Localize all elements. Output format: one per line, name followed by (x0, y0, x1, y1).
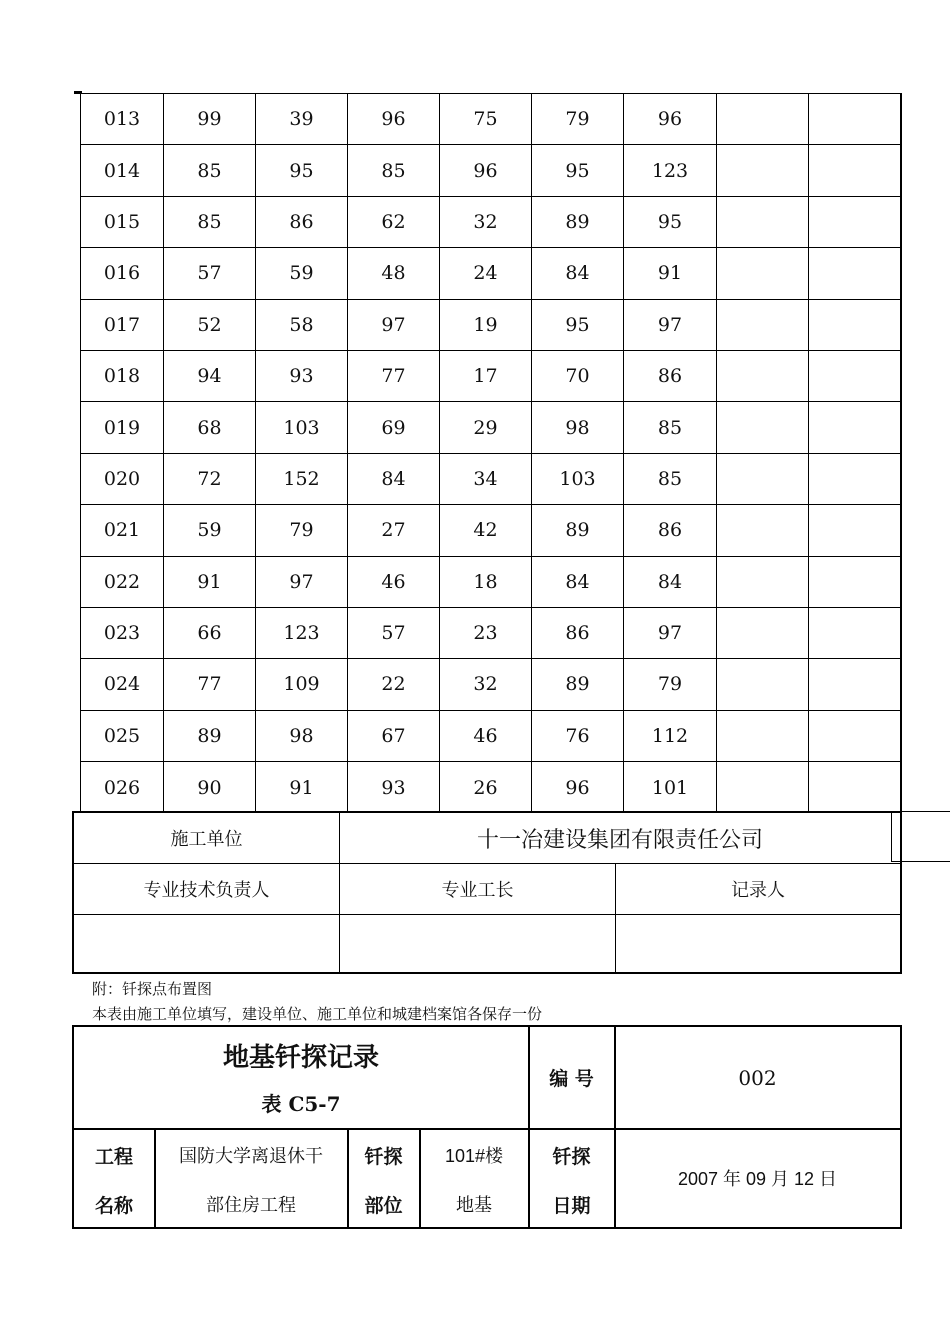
blow-count-cell: 70 (532, 351, 624, 401)
empty-cell (717, 145, 809, 195)
probe-date-label-line2: 日期 (552, 1194, 591, 1217)
number-label: 编 号 (549, 1068, 594, 1090)
empty-cell (809, 145, 900, 195)
foreman-label: 专业工长 (340, 864, 616, 914)
blow-count-cell: 34 (440, 454, 532, 504)
empty-cell (809, 402, 900, 452)
project-name-line2: 部住房工程 (206, 1195, 296, 1215)
table-row (81, 197, 900, 248)
blow-count-cell: 101 (624, 762, 717, 813)
project-name-line1: 国防大学离退休干 (179, 1146, 323, 1166)
blow-count-cell: 67 (348, 711, 440, 761)
blow-count-cell: 84 (532, 557, 624, 607)
empty-cell (809, 608, 900, 658)
blow-count-cell: 112 (624, 711, 717, 761)
blow-count-cell: 17 (440, 351, 532, 401)
distribution-note: 本表由施工单位填写，建设单位、施工单位和城建档案馆各保存一份 (92, 1006, 543, 1023)
table-row (81, 351, 900, 402)
blow-count-cell: 76 (532, 711, 624, 761)
table-row (81, 248, 900, 299)
blow-count-cell: 97 (624, 300, 717, 350)
probe-point-id: 013 (81, 94, 164, 144)
empty-cell (809, 454, 900, 504)
blow-count-cell: 77 (348, 351, 440, 401)
blow-count-cell: 96 (624, 94, 717, 144)
blow-count-cell: 91 (624, 248, 717, 298)
blow-count-cell: 93 (256, 351, 348, 401)
blow-count-cell: 72 (164, 454, 256, 504)
blow-count-cell: 91 (256, 762, 348, 813)
empty-cell (717, 762, 809, 813)
attachment-note: 附：钎探点布置图 (92, 981, 213, 998)
probe-point-id: 018 (81, 351, 164, 401)
probe-point-id: 020 (81, 454, 164, 504)
blow-count-cell: 59 (164, 505, 256, 555)
blow-count-cell: 57 (164, 248, 256, 298)
blow-count-cell: 68 (164, 402, 256, 452)
project-label-line1: 工程 (94, 1145, 133, 1168)
blow-count-cell: 95 (624, 197, 717, 247)
recorder-signature (616, 915, 900, 972)
blow-count-cell: 96 (348, 94, 440, 144)
recorder-label: 记录人 (731, 880, 785, 900)
signature-table (72, 811, 902, 974)
table-row (81, 300, 900, 351)
empty-cell (717, 608, 809, 658)
empty-cell (809, 248, 900, 298)
empty-cell (717, 454, 809, 504)
blow-count-cell: 86 (624, 351, 717, 401)
blow-count-cell: 66 (164, 608, 256, 658)
empty-cell (809, 557, 900, 607)
probe-location-label-line1: 钎探 (364, 1145, 403, 1168)
blow-count-cell: 97 (256, 557, 348, 607)
blow-count-cell: 85 (624, 402, 717, 452)
tech-lead-signature (74, 915, 340, 972)
blow-count-cell: 123 (256, 608, 348, 658)
empty-cell (809, 711, 900, 761)
construction-unit-row (74, 813, 900, 864)
empty-cell (809, 762, 900, 813)
table-row (81, 762, 900, 813)
empty-cell (809, 505, 900, 555)
project-label-line2: 名称 (94, 1194, 133, 1217)
table-row (81, 454, 900, 505)
blow-count-cell: 85 (348, 145, 440, 195)
empty-cell (809, 94, 900, 144)
probe-point-id: 022 (81, 557, 164, 607)
probe-point-id: 019 (81, 402, 164, 452)
blow-count-cell: 79 (624, 659, 717, 709)
signature-fields-row (74, 915, 900, 972)
form-code: 表 C5-7 (261, 1091, 341, 1116)
blow-count-cell: 89 (164, 711, 256, 761)
table-row (81, 557, 900, 608)
blow-count-cell: 91 (164, 557, 256, 607)
blow-count-cell: 96 (440, 145, 532, 195)
empty-cell (809, 659, 900, 709)
blow-count-cell: 89 (532, 659, 624, 709)
blow-count-cell: 46 (348, 557, 440, 607)
blow-count-cell: 99 (164, 94, 256, 144)
blow-count-cell: 59 (256, 248, 348, 298)
blow-count-cell: 19 (440, 300, 532, 350)
blow-count-cell: 85 (624, 454, 717, 504)
blow-count-cell: 98 (532, 402, 624, 452)
blow-count-cell: 109 (256, 659, 348, 709)
blow-count-cell: 86 (624, 505, 717, 555)
probe-point-id: 015 (81, 197, 164, 247)
number-value: 002 (738, 1065, 777, 1090)
blow-count-cell: 46 (440, 711, 532, 761)
blow-count-cell: 89 (532, 505, 624, 555)
probe-location-label-line2: 部位 (364, 1194, 403, 1217)
blow-count-cell: 23 (440, 608, 532, 658)
empty-cell (717, 248, 809, 298)
signatory-roles-row (74, 864, 900, 915)
blow-count-cell: 84 (348, 454, 440, 504)
blow-count-cell: 84 (624, 557, 717, 607)
probe-location-line1: 101#楼 (444, 1146, 504, 1166)
blow-count-cell: 48 (348, 248, 440, 298)
probe-point-id: 021 (81, 505, 164, 555)
blow-count-cell: 95 (532, 300, 624, 350)
probe-point-id: 014 (81, 145, 164, 195)
blow-count-cell: 26 (440, 762, 532, 813)
probe-location-line2: 地基 (456, 1195, 492, 1215)
blow-count-cell: 79 (532, 94, 624, 144)
table-row (81, 608, 900, 659)
probe-date-value: 2007 年 09 月 12 日 (677, 1168, 838, 1189)
table-row (81, 402, 900, 453)
blow-count-cell: 62 (348, 197, 440, 247)
blow-count-cell: 97 (348, 300, 440, 350)
blow-count-cell: 29 (440, 402, 532, 452)
record-header-table (72, 1025, 902, 1229)
probe-point-id: 016 (81, 248, 164, 298)
empty-cell (717, 94, 809, 144)
probe-point-id: 017 (81, 300, 164, 350)
blow-count-cell: 85 (164, 197, 256, 247)
blow-count-cell: 152 (256, 454, 348, 504)
empty-cell (717, 557, 809, 607)
blow-count-cell: 84 (532, 248, 624, 298)
table-row (81, 145, 900, 196)
foreman-signature (340, 915, 616, 972)
blow-count-cell: 86 (256, 197, 348, 247)
empty-cell (809, 197, 900, 247)
probe-date-label-line1: 钎探 (552, 1145, 591, 1168)
blow-count-cell: 39 (256, 94, 348, 144)
blow-count-cell: 123 (624, 145, 717, 195)
blow-count-cell: 24 (440, 248, 532, 298)
table-row (81, 94, 900, 145)
blow-count-cell: 32 (440, 197, 532, 247)
blow-count-cell: 58 (256, 300, 348, 350)
probe-point-id: 026 (81, 762, 164, 813)
blow-count-cell: 93 (348, 762, 440, 813)
blow-count-cell: 18 (440, 557, 532, 607)
table-row (81, 659, 900, 710)
empty-cell (717, 402, 809, 452)
blow-count-cell: 103 (532, 454, 624, 504)
probe-point-id: 025 (81, 711, 164, 761)
empty-cell (717, 197, 809, 247)
blow-count-cell: 32 (440, 659, 532, 709)
construction-unit-label: 施工单位 (74, 813, 340, 863)
blow-count-cell: 57 (348, 608, 440, 658)
empty-cell (809, 300, 900, 350)
table-row (81, 711, 900, 762)
tech-lead-label: 专业技术负责人 (74, 864, 340, 914)
blow-count-cell: 103 (256, 402, 348, 452)
blow-count-cell: 77 (164, 659, 256, 709)
blow-count-cell: 95 (532, 145, 624, 195)
blow-count-cell: 69 (348, 402, 440, 452)
empty-cell (717, 351, 809, 401)
empty-cell (717, 711, 809, 761)
blow-count-cell: 79 (256, 505, 348, 555)
table-row (81, 505, 900, 556)
probe-data-table (80, 93, 902, 811)
probe-point-id: 023 (81, 608, 164, 658)
blow-count-cell: 52 (164, 300, 256, 350)
construction-unit-name: 十一冶建设集团有限责任公司 (476, 826, 763, 852)
blow-count-cell: 94 (164, 351, 256, 401)
blow-count-cell: 22 (348, 659, 440, 709)
blow-count-cell: 75 (440, 94, 532, 144)
blow-count-cell: 98 (256, 711, 348, 761)
empty-cell (717, 300, 809, 350)
blow-count-cell: 90 (164, 762, 256, 813)
blow-count-cell: 89 (532, 197, 624, 247)
blow-count-cell: 95 (256, 145, 348, 195)
blow-count-cell: 96 (532, 762, 624, 813)
blow-count-cell: 42 (440, 505, 532, 555)
form-title: 地基钎探记录 (222, 1042, 379, 1073)
probe-point-id: 024 (81, 659, 164, 709)
blow-count-cell: 97 (624, 608, 717, 658)
empty-cell (717, 659, 809, 709)
overflow-cell (891, 811, 950, 862)
empty-cell (717, 505, 809, 555)
blow-count-cell: 86 (532, 608, 624, 658)
blow-count-cell: 27 (348, 505, 440, 555)
empty-cell (809, 351, 900, 401)
blow-count-cell: 85 (164, 145, 256, 195)
